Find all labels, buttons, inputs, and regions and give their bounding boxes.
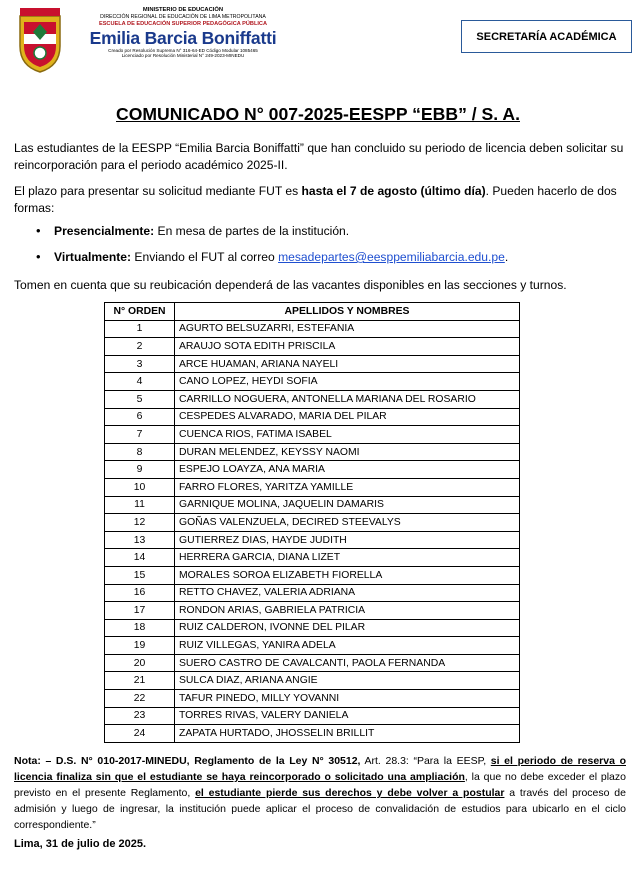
order-number-cell: 21	[105, 672, 175, 690]
table-row	[105, 461, 520, 479]
table-row	[105, 320, 520, 338]
table-row	[105, 478, 520, 496]
order-number-cell: 10	[105, 478, 175, 496]
student-name-cell: DURAN MELENDEZ, KEYSSY NAOMI	[175, 443, 520, 461]
method-text: Enviando el FUT al correo	[131, 250, 279, 264]
table-row	[105, 690, 520, 708]
table-row	[105, 672, 520, 690]
student-name-cell: RUIZ CALDERON, IVONNE DEL PILAR	[175, 619, 520, 637]
student-name-cell: TORRES RIVAS, VALERY DANIELA	[175, 707, 520, 725]
submission-methods-list	[36, 223, 616, 275]
table-row	[105, 602, 520, 620]
order-number-cell: 14	[105, 549, 175, 567]
order-number-cell: 15	[105, 566, 175, 584]
order-number-cell: 19	[105, 637, 175, 655]
order-number-cell: 4	[105, 373, 175, 391]
deadline-paragraph	[14, 183, 626, 216]
table-row	[105, 408, 520, 426]
order-number-cell: 2	[105, 338, 175, 356]
table-row	[105, 373, 520, 391]
students-table	[104, 302, 520, 743]
student-name-cell: FARRO FLORES, YARITZA YAMILLE	[175, 478, 520, 496]
office-box: SECRETARÍA ACADÉMICA	[461, 20, 632, 53]
table-row	[105, 619, 520, 637]
note-emphasis: el estudiante pierde sus derechos y debe volver a postular	[195, 787, 505, 799]
student-name-cell: GARNIQUE MOLINA, JAQUELIN DAMARIS	[175, 496, 520, 514]
table-row	[105, 549, 520, 567]
student-name-cell: TAFUR PINEDO, MILLY YOVANNI	[175, 690, 520, 708]
order-number-cell: 23	[105, 707, 175, 725]
student-name-cell: GOÑAS VALENZUELA, DECIRED STEEVALYS	[175, 514, 520, 532]
note-text: , la que no debe exceder el plazo previsto en el presente Reglamento,	[14, 771, 626, 799]
list-item	[36, 223, 616, 249]
method-label: Presencialmente:	[54, 224, 155, 238]
order-number-cell: 9	[105, 461, 175, 479]
document-title: COMUNICADO N° 007-2025-EESPP “EBB” / S. A.	[116, 104, 520, 124]
table-row	[105, 496, 520, 514]
method-label: Virtualmente:	[54, 250, 132, 264]
letterhead	[14, 4, 624, 80]
table-row	[105, 514, 520, 532]
student-name-cell: SUERO CASTRO DE CAVALCANTI, PAOLA FERNANDA	[175, 654, 520, 672]
email-link[interactable]: mesadepartes@eesppemiliabarcia.edu.pe	[278, 250, 505, 264]
note-text: Art. 28.3: “Para la EESP,	[360, 755, 491, 767]
student-name-cell: ARCE HUAMAN, ARIANA NAYELI	[175, 355, 520, 373]
direction-label: DIRECCIÓN REGIONAL DE EDUCACIÓN DE LIMA METROPOLITANA	[100, 14, 266, 20]
table-header-row	[105, 303, 520, 321]
order-number-cell: 20	[105, 654, 175, 672]
order-number-cell: 11	[105, 496, 175, 514]
list-item	[36, 249, 616, 275]
student-name-cell: RONDON ARIAS, GABRIELA PATRICIA	[175, 602, 520, 620]
table-row	[105, 584, 520, 602]
student-name-cell: ARAUJO SOTA EDITH PRISCILA	[175, 338, 520, 356]
institution-block	[66, 7, 300, 59]
student-name-cell: CESPEDES ALVARADO, MARIA DEL PILAR	[175, 408, 520, 426]
student-name-cell: SULCA DIAZ, ARIANA ANGIE	[175, 672, 520, 690]
order-number-cell: 6	[105, 408, 175, 426]
deadline-date: hasta el 7 de agosto (último día)	[301, 184, 486, 198]
student-name-cell: MORALES SOROA ELIZABETH FIORELLA	[175, 566, 520, 584]
student-name-cell: ESPEJO LOAYZA, ANA MARIA	[175, 461, 520, 479]
table-row	[105, 725, 520, 743]
document-date: Lima, 31 de julio de 2025.	[14, 838, 147, 850]
table-row	[105, 390, 520, 408]
deadline-text-c: . Pueden hacerlo de dos formas:	[14, 184, 617, 215]
note-text: a través del proceso de admisión y luego de ingresar, la institución puede aplicar el proceso de convalidación de estudios para ubicarlo en el ciclo correspondiente.”	[14, 787, 626, 831]
table-row	[105, 566, 520, 584]
table-row	[105, 426, 520, 444]
student-name-cell: AGURTO BELSUZARRI, ESTEFANIA	[175, 320, 520, 338]
school-seal-icon	[16, 6, 64, 74]
relocation-paragraph: Tomen en cuenta que su reubicación dependerá de las vacantes disponibles en las secciones y turnos.	[14, 278, 567, 292]
table-row	[105, 338, 520, 356]
note-emphasis: si el periodo de reserva o licencia finaliza sin que el estudiante se haya reincorporado o solicitado una ampliación	[14, 755, 626, 783]
student-name-cell: GUTIERREZ DIAS, HAYDE JUDITH	[175, 531, 520, 549]
order-number-cell: 18	[105, 619, 175, 637]
column-header-order: N° ORDEN	[105, 303, 175, 321]
student-name-cell: CUENCA RIOS, FATIMA ISABEL	[175, 426, 520, 444]
school-type-label: ESCUELA DE EDUCACIÓN SUPERIOR PEDAGÓGICA PÚBLICA	[98, 20, 268, 27]
table-row	[105, 707, 520, 725]
method-text: En mesa de partes de la institución.	[154, 224, 350, 238]
student-name-cell: HERRERA GARCIA, DIANA LIZET	[175, 549, 520, 567]
order-number-cell: 1	[105, 320, 175, 338]
order-number-cell: 24	[105, 725, 175, 743]
creation-resolution: Creado por Resolución Suprema N° 316-64-ED Código Modular 1085465	[108, 47, 258, 53]
order-number-cell: 22	[105, 690, 175, 708]
order-number-cell: 3	[105, 355, 175, 373]
table-row	[105, 443, 520, 461]
order-number-cell: 7	[105, 426, 175, 444]
legal-note	[14, 753, 626, 833]
order-number-cell: 16	[105, 584, 175, 602]
intro-paragraph: Las estudiantes de la EESPP “Emilia Barcia Boniffatti” que han concluido su periodo de licencia deben solicitar su reincorporación para el periodo académico 2025-II.	[14, 141, 624, 172]
order-number-cell: 12	[105, 514, 175, 532]
student-name-cell: RUIZ VILLEGAS, YANIRA ADELA	[175, 637, 520, 655]
order-number-cell: 5	[105, 390, 175, 408]
deadline-text-a: El plazo para presentar su solicitud mediante FUT es	[14, 184, 302, 198]
method-text-end: .	[504, 250, 509, 264]
order-number-cell: 8	[105, 443, 175, 461]
order-number-cell: 13	[105, 531, 175, 549]
order-number-cell: 17	[105, 602, 175, 620]
ministry-label: MINISTERIO DE EDUCACIÓN	[142, 7, 224, 13]
table-row	[105, 531, 520, 549]
student-name-cell: RETTO CHAVEZ, VALERIA ADRIANA	[175, 584, 520, 602]
table-row	[105, 355, 520, 373]
table-row	[105, 637, 520, 655]
school-name: Emilia Barcia Boniffatti	[89, 27, 277, 48]
student-name-cell: CARRILLO NOGUERA, ANTONELLA MARIANA DEL ROSARIO	[175, 390, 520, 408]
note-reference: Nota: – D.S. N° 010-2017-MINEDU, Reglamento de la Ley N° 30512,	[14, 755, 361, 767]
student-name-cell: ZAPATA HURTADO, JHOSSELIN BRILLIT	[175, 725, 520, 743]
license-resolution: Licenciado por Resolución Ministerial N° 249-2023-MINEDU	[121, 53, 245, 59]
column-header-name: APELLIDOS Y NOMBRES	[175, 303, 520, 321]
student-name-cell: CANO LOPEZ, HEYDI SOFIA	[175, 373, 520, 391]
table-row	[105, 654, 520, 672]
